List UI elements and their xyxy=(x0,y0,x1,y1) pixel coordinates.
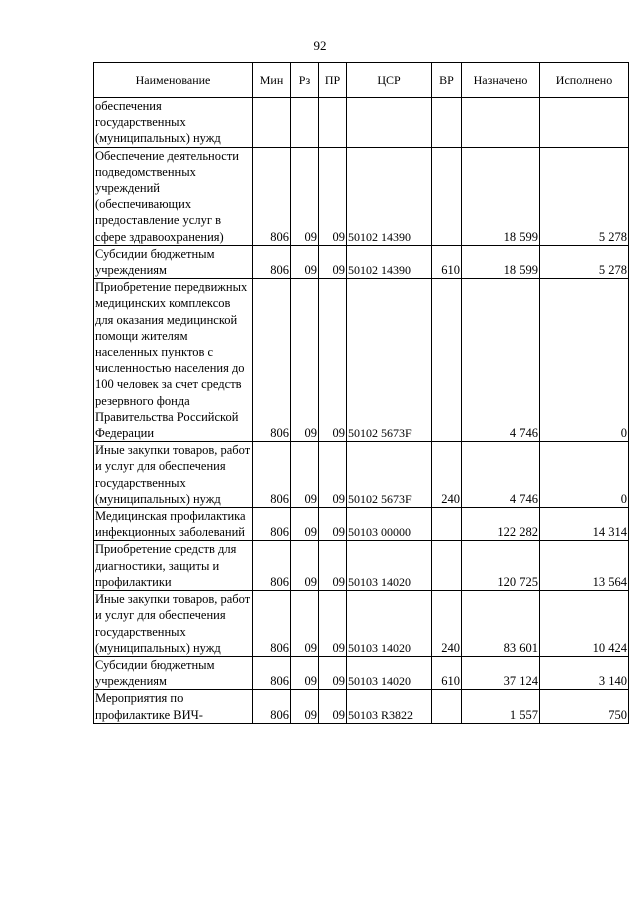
row-csr: 50102 5673F xyxy=(347,442,432,508)
row-min: 806 xyxy=(253,690,291,723)
row-executed: 5 278 xyxy=(540,245,629,278)
row-assigned: 4 746 xyxy=(462,279,540,442)
table-row xyxy=(94,98,629,148)
row-vr xyxy=(432,147,462,245)
row-csr: 50103 14020 xyxy=(347,541,432,591)
row-name: Субсидии бюджетным учреждениям xyxy=(94,656,253,689)
row-executed: 3 140 xyxy=(540,656,629,689)
row-min: 806 xyxy=(253,147,291,245)
row-rz: 09 xyxy=(291,279,319,442)
row-name: Иные закупки товаров, работ и услуг для обеспечения государственных (муниципальных) нужд xyxy=(94,591,253,657)
table-row xyxy=(94,245,629,278)
table-row xyxy=(94,147,629,245)
row-csr: 50103 00000 xyxy=(347,508,432,541)
row-executed xyxy=(540,98,629,148)
row-name: обеспечения государственных (муниципальных) нужд xyxy=(94,98,253,148)
row-csr: 50103 14020 xyxy=(347,591,432,657)
header-csr: ЦСР xyxy=(347,63,432,98)
row-min: 806 xyxy=(253,656,291,689)
row-name: Медицинская профилактика инфекционных заболеваний xyxy=(94,508,253,541)
row-executed: 0 xyxy=(540,442,629,508)
row-name: Мероприятия по профилактике ВИЧ- xyxy=(94,690,253,723)
row-pr xyxy=(319,98,347,148)
row-min: 806 xyxy=(253,508,291,541)
page-number: 92 xyxy=(313,38,327,53)
row-csr: 50102 5673F xyxy=(347,279,432,442)
row-assigned: 4 746 xyxy=(462,442,540,508)
row-pr: 09 xyxy=(319,541,347,591)
row-rz: 09 xyxy=(291,541,319,591)
row-rz: 09 xyxy=(291,147,319,245)
row-vr: 610 xyxy=(432,245,462,278)
row-rz: 09 xyxy=(291,656,319,689)
row-rz xyxy=(291,98,319,148)
row-csr: 50103 14020 xyxy=(347,656,432,689)
row-assigned: 83 601 xyxy=(462,591,540,657)
row-vr xyxy=(432,690,462,723)
row-executed: 0 xyxy=(540,279,629,442)
row-executed: 5 278 xyxy=(540,147,629,245)
row-vr xyxy=(432,279,462,442)
row-name: Обеспечение деятельности подведомственных учреждений (обеспечивающих предоставление услуг в сфере здравоохранения) xyxy=(94,147,253,245)
header-name: Наименование xyxy=(94,63,253,98)
row-name: Приобретение передвижных медицинских комплексов для оказания медицинской помощи жителям населенных пунктов с численностью населения до 100 человек за счет средств резервного фонда Правительства Российской Федерации xyxy=(94,279,253,442)
table-row xyxy=(94,690,629,723)
header-vr: ВР xyxy=(432,63,462,98)
table-header-row xyxy=(94,63,629,98)
row-pr: 09 xyxy=(319,442,347,508)
row-rz: 09 xyxy=(291,245,319,278)
table-row xyxy=(94,442,629,508)
row-executed: 750 xyxy=(540,690,629,723)
row-min: 806 xyxy=(253,541,291,591)
row-csr: 50103 R3822 xyxy=(347,690,432,723)
row-executed: 14 314 xyxy=(540,508,629,541)
row-pr: 09 xyxy=(319,690,347,723)
row-vr: 610 xyxy=(432,656,462,689)
row-pr: 09 xyxy=(319,245,347,278)
row-name: Приобретение средств для диагностики, защиты и профилактики xyxy=(94,541,253,591)
row-rz: 09 xyxy=(291,690,319,723)
budget-table xyxy=(93,62,629,724)
row-assigned: 18 599 xyxy=(462,147,540,245)
table-row xyxy=(94,591,629,657)
row-name: Субсидии бюджетным учреждениям xyxy=(94,245,253,278)
row-name: Иные закупки товаров, работ и услуг для обеспечения государственных (муниципальных) нужд xyxy=(94,442,253,508)
row-vr xyxy=(432,98,462,148)
table-row xyxy=(94,656,629,689)
row-rz: 09 xyxy=(291,442,319,508)
row-vr xyxy=(432,541,462,591)
row-executed: 13 564 xyxy=(540,541,629,591)
header-min: Мин xyxy=(253,63,291,98)
row-vr xyxy=(432,508,462,541)
header-rz: Рз xyxy=(291,63,319,98)
row-assigned xyxy=(462,98,540,148)
row-min: 806 xyxy=(253,591,291,657)
row-executed: 10 424 xyxy=(540,591,629,657)
table-row xyxy=(94,279,629,442)
header-pr: ПР xyxy=(319,63,347,98)
row-assigned: 37 124 xyxy=(462,656,540,689)
row-pr: 09 xyxy=(319,508,347,541)
row-assigned: 18 599 xyxy=(462,245,540,278)
header-assigned: Назначено xyxy=(462,63,540,98)
table-row xyxy=(94,508,629,541)
row-min: 806 xyxy=(253,442,291,508)
row-pr: 09 xyxy=(319,591,347,657)
row-vr: 240 xyxy=(432,442,462,508)
header-executed: Исполнено xyxy=(540,63,629,98)
row-csr xyxy=(347,98,432,148)
row-pr: 09 xyxy=(319,279,347,442)
row-rz: 09 xyxy=(291,508,319,541)
row-csr: 50102 14390 xyxy=(347,147,432,245)
row-assigned: 1 557 xyxy=(462,690,540,723)
row-rz: 09 xyxy=(291,591,319,657)
row-min: 806 xyxy=(253,279,291,442)
row-pr: 09 xyxy=(319,147,347,245)
row-pr: 09 xyxy=(319,656,347,689)
row-min xyxy=(253,98,291,148)
row-min: 806 xyxy=(253,245,291,278)
row-vr: 240 xyxy=(432,591,462,657)
table-row xyxy=(94,541,629,591)
row-assigned: 122 282 xyxy=(462,508,540,541)
row-csr: 50102 14390 xyxy=(347,245,432,278)
row-assigned: 120 725 xyxy=(462,541,540,591)
